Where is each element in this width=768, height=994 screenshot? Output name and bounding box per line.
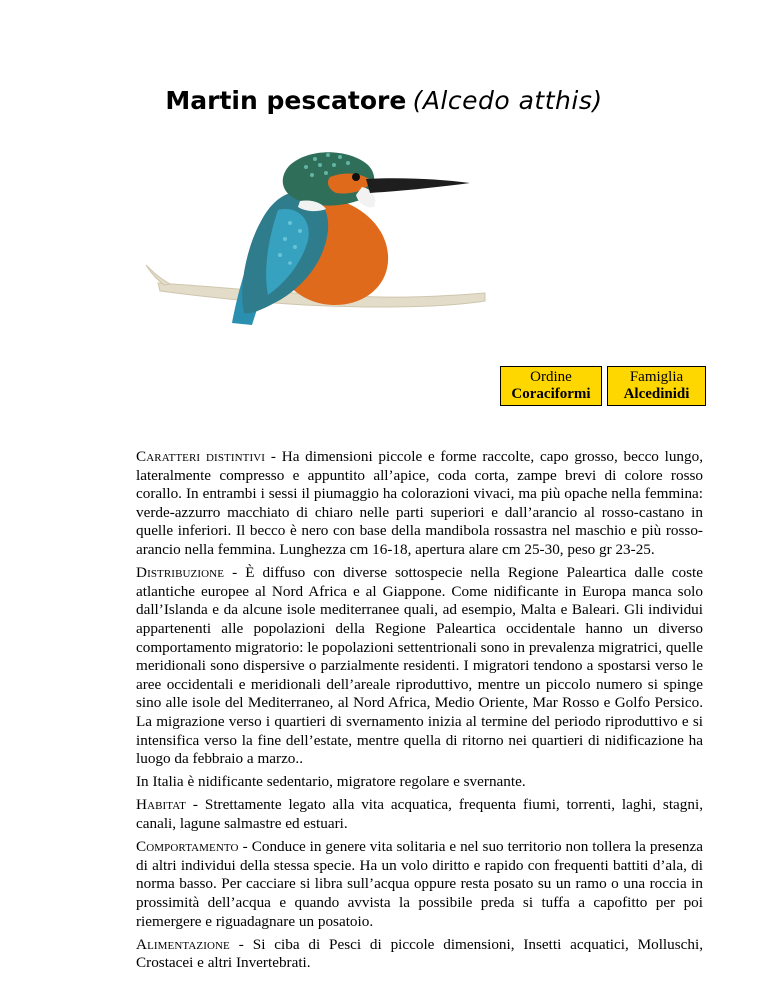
section-heading: Habitat -	[136, 796, 199, 814]
section-text: Strettamente legato alla vita acquatica, frequenta fiumi, torrenti, laghi, stagni, canali, lagune salmastre ed estuari.	[136, 796, 704, 833]
common-name: Martin pescatore	[165, 86, 407, 115]
section-text: È diffuso con diverse sottospecie nella Regione Paleartica dalle coste atlantiche europee al Nord Africa e al Giappone. Come nidificante in Europa manca solo dall’Islanda e da alcune isole mediterranee quali, ad esempio, Malta e Baleari. Gli individui appartenenti alle popolazioni della Regione Paleartica occidentale hanno un diverso comportamento migratorio: le popolazioni settentrionali sono in prevalenza migratrici, quelle meridionali sono dispersive o parzialmente residenti. I migratori tendono a spostarsi verso le aree occidentali e meridionali dell’areale riproduttivo, mentre un piccolo numero si spinge sino alle isole del Mediterraneo, al Nord Africa, Medio Oriente, Mar Rosso e Golfo Persico. La migrazione verso i quartieri di svernamento inizia al termine del periodo riproduttivo e si intensifica verso la fine dell’estate, mentre quella di ritorno nei quartieri di nidificazione ha luogo da febbraio a marzo..	[136, 564, 704, 768]
section-heading: Caratteri distintivi -	[136, 448, 277, 465]
page-title	[0, 86, 768, 116]
section-heading: Distribuzione -	[136, 564, 238, 582]
section-habitat	[136, 796, 703, 833]
section-caratteri	[136, 448, 703, 560]
section-heading: Comportamento -	[136, 838, 248, 856]
family-label: Famiglia	[629, 369, 684, 385]
section-alimentazione	[136, 936, 703, 973]
section-text: Ha dimensioni piccole e forme raccolte, capo grosso, becco lungo, lateralmente compresso e appuntito all’apice, coda corta, zampe brevi di colore rosso corallo. In entrambi i sessi il piumaggio ha colorazioni vivaci, ma più opache nella femmina: verde-azzurro macchiato di chiaro nelle parti superiori e dall’arancio al rosso-castano in quelle inferiori. Il becco è nero con base della mandibola rossastra nel maschio e più rosso-arancio nella femmina. Lunghezza cm 16-18, apertura alare cm 25-30, peso gr 23-25.	[136, 448, 704, 558]
kingfisher-illustration-icon	[140, 135, 490, 330]
family-cell	[608, 367, 706, 406]
section-heading: Alimentazione -	[136, 935, 244, 953]
section-text: Si ciba di Pesci di piccole dimensioni, Insetti acquatici, Molluschi, Crostacei e altri Invertebrati.	[136, 935, 703, 972]
family-value: Alcedinidi	[623, 386, 690, 402]
section-italia	[136, 773, 703, 792]
section-text: Conduce in genere vita solitaria e nel suo territorio non tollera la presenza di altri individui della stessa specie. Ha un volo diritto e rapido con frequenti battiti d’ala, di norma basso. Per cacciare si libra sull’acqua oppure resta posato su un ramo o una roccia in prossimità dell’acqua e quando avvista la possibile preda si tuffa a capofitto per poi riemergere e riguadagnare un posatoio.	[136, 838, 703, 930]
section-comportamento	[136, 838, 703, 931]
order-value: Coraciformi	[511, 386, 591, 402]
section-distribuzione	[136, 564, 703, 769]
taxonomy-table	[500, 366, 706, 406]
description-body	[136, 448, 703, 978]
scientific-name: (Alcedo atthis)	[412, 86, 603, 115]
order-cell	[501, 367, 602, 406]
order-label: Ordine	[530, 369, 572, 385]
section-text: In Italia è nidificante sedentario, migratore regolare e svernante.	[136, 773, 526, 791]
